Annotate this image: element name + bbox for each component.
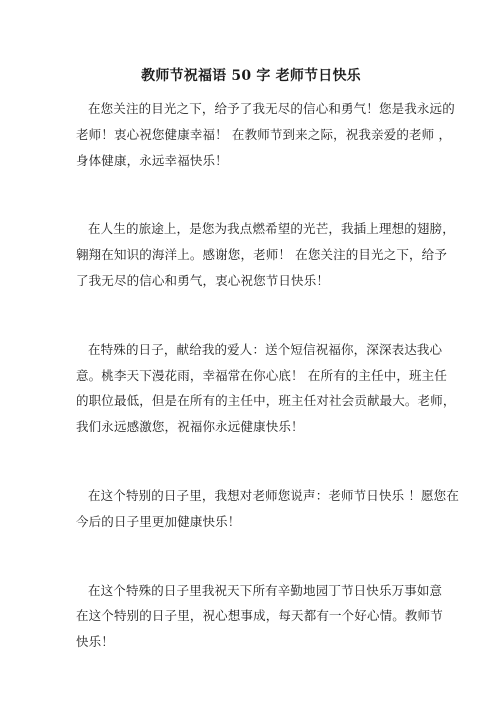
paragraph-line: 翱翔在知识的海洋上。感谢您，老师！ 在您关注的目光之下，给予 (76, 247, 447, 263)
paragraph-line: 快乐！ (76, 634, 114, 650)
document-title: 教师节祝福语 50 字 老师节日快乐 (141, 68, 361, 84)
paragraph-4 (76, 483, 459, 535)
paragraph-line: 老师！衷心祝您健康幸福！ 在教师节到来之际，祝我亲爱的老师 ， (76, 126, 452, 142)
paragraph-line: 的职位最低，但是在所有的主任中，班主任对社会贡献最大。老师， (76, 393, 456, 409)
paragraph-line: 今后的日子里更加健康快乐！ (76, 513, 241, 529)
paragraph-line: 在这个特殊的日子里我祝天下所有辛勤地园丁节日快乐万事如意 (88, 582, 443, 598)
document-page (76, 66, 459, 698)
paragraph-line: 在您关注的目光之下，给予了我无尽的信心和勇气！您是我永远的 (88, 101, 455, 116)
paragraph-3 (76, 337, 456, 440)
paragraph-5 (76, 578, 443, 655)
paragraph-line: 了我无尽的信心和勇气，衷心祝您节日快乐！ (76, 272, 330, 288)
paragraph-line: 意。桃李天下漫花雨，幸福常在你心底！ 在所有的主任中，班主任 (76, 367, 447, 383)
paragraph-line: 我们永远感激您，祝福你永远健康快乐！ (76, 419, 304, 435)
paragraph-line: 在人生的旅途上，是您为我点燃希望的光芒，我插上理想的翅膀， (88, 221, 455, 237)
paragraph-line: 在特殊的日子，献给我的爱人：送个短信祝福你，深深表达我心 (88, 341, 443, 357)
paragraph-line: 在这个特别的日子里，我想对老师您说声：老师节日快乐 ！愿您在 (88, 487, 459, 503)
paragraph-line: 身体健康，永远幸福快乐！ (76, 152, 228, 168)
paragraph-2 (76, 216, 455, 293)
paragraph-line: 在这个特别的日子里，祝心想事成，每天都有一个好心情。教师节 (76, 608, 443, 624)
paragraph-1 (76, 96, 455, 173)
